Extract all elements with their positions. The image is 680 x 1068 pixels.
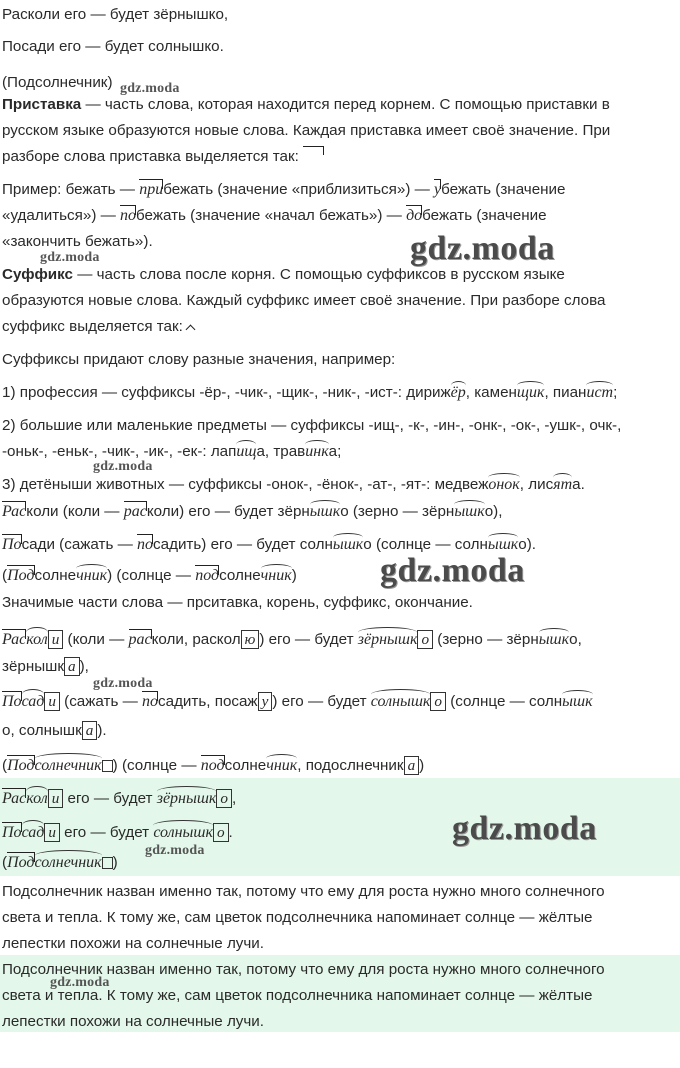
text: «удалиться») — (2, 207, 121, 224)
prefix-ras: Рас (2, 503, 27, 520)
text: (солнце — солн (446, 693, 563, 710)
text: садить) его — будет солн (153, 536, 333, 553)
ending-yu: ю (241, 630, 260, 649)
prefix-ras: рас (123, 503, 147, 520)
text: -оньк-, -еньк-, -чик-, -ик-, -ек-: лап (2, 443, 237, 460)
watermark-logo: gdz.moda (50, 975, 110, 990)
text: солне (219, 567, 261, 584)
answer-1: Подсолнечник назван именно так, потому что ему для роста нужно много солнечного (2, 883, 605, 900)
text: , пиан (544, 384, 587, 401)
full-analysis-2b (2, 718, 680, 744)
root-sad: сад (21, 824, 45, 841)
watermark-logo: gdz.moda (93, 459, 153, 474)
prefix-po: По (2, 536, 22, 553)
text: ( (2, 567, 8, 584)
ending-i: и (44, 692, 60, 711)
text: бежать (значение «приблизиться») — (163, 181, 435, 198)
suffix-chnik: чник (260, 567, 292, 584)
text: . (228, 824, 233, 841)
suffix-ysh: ышк (487, 536, 519, 553)
text: о (солнце — солн (363, 536, 488, 553)
ending-o: о (417, 630, 433, 649)
root-soln: солнышк (370, 693, 431, 710)
green-answer-2: света и тепла. К тому же, сам цветок подсолнечника напоминает солнце — жёлтые (2, 987, 593, 1004)
watermark-logo: gdz.moda (380, 552, 525, 589)
suffix-group-3 (2, 472, 680, 498)
text: ) (солнце — (112, 757, 201, 774)
suffix-chnik: чник (266, 757, 298, 774)
suffix-ysh: ышк (309, 503, 341, 520)
text: ) (112, 854, 118, 871)
watermark-logo: gdz.moda (452, 810, 597, 847)
watermark-logo: gdz.moda (40, 250, 100, 265)
prefix-ras: Рас (2, 631, 27, 648)
text: сади (сажать — (21, 536, 138, 553)
root-sad: сад (21, 693, 45, 710)
ending-u: у (258, 692, 273, 711)
suffix-shik: щик (516, 384, 545, 401)
ending-i: и (44, 823, 60, 842)
text: зёрнышк (2, 658, 64, 675)
text: о, солнышк (2, 722, 82, 739)
full-analysis-1a (2, 627, 680, 653)
ending-a: а (404, 756, 420, 775)
suffix-definition-1 (2, 262, 680, 288)
analysis-1 (2, 499, 680, 525)
prefix-pod: Под (7, 757, 35, 774)
suffix-definition-2: образуются новые слова. Каждый суффикс имеет своё значение. При разборе слова (2, 292, 606, 309)
text: коли) его — будет зёрн (146, 503, 310, 520)
text: а; (328, 443, 342, 460)
suffix-intro: Суффиксы придают слову разные значения, например: (2, 351, 396, 368)
full-analysis-3 (2, 753, 680, 779)
ending-i: и (48, 630, 64, 649)
analysis-2 (2, 532, 680, 558)
suffix-ysh: ышк (332, 536, 364, 553)
root-soln: солнышк (153, 824, 213, 841)
word-parts: Значимые части слова — прситавка, корень, суффикс, окончание. (2, 594, 473, 611)
ending-a: а (64, 657, 80, 676)
root-kol: кол (26, 790, 48, 807)
poem-line-2: Посади его — будет солнышко. (2, 38, 224, 55)
text: ), (79, 658, 89, 675)
suffix-group-2a: 2) большие или маленькие предметы — суффиксы -ищ-, -к-, -ин-, -онк-, -ок-, -ушк-, очк-, (2, 417, 622, 434)
watermark-logo: gdz.moda (120, 81, 180, 96)
prefix-pod: под (195, 567, 220, 584)
text: а. (572, 476, 585, 493)
suffix-ish: ищ (236, 443, 257, 460)
text: солне (224, 757, 267, 774)
text: ) (291, 567, 297, 584)
text: 1) профессия — суффиксы -ёр-, -чик-, -щик-, -ник-, -ист-: дириж (2, 384, 451, 401)
text: , подослнечник (297, 757, 404, 774)
text: , лис (519, 476, 554, 493)
prefix-po: по (120, 207, 137, 224)
text: о (зерно — зёрн (340, 503, 455, 520)
watermark-logo: gdz.moda (93, 676, 153, 691)
text: разборе слова приставка выделяется так: (2, 148, 299, 165)
green-analysis-1 (2, 786, 680, 812)
prefix-example-3: «закончить бежать»). (2, 233, 153, 250)
ending-o: о (213, 823, 229, 842)
prefix-example-2 (2, 203, 680, 229)
prefix-pod: Под (7, 567, 35, 584)
text: солне (34, 567, 77, 584)
full-analysis-2a (2, 689, 680, 715)
text: бежать (значение (422, 207, 547, 224)
text: ; (613, 384, 618, 401)
green-analysis-3 (2, 850, 680, 876)
text: — часть слова, которая находится перед корнем. С помощью приставки в (81, 96, 610, 113)
ending-o: о (430, 692, 446, 711)
suffix-chnik: чник (76, 567, 108, 584)
text: — часть слова после корня. С помощью суффиксов в русском языке (72, 266, 565, 283)
prefix-po: По (2, 693, 22, 710)
root-zern: зёрнышк (357, 631, 418, 648)
text: , камен (465, 384, 517, 401)
text: 3) детёныши животных — суффиксы -онок-, -ёнок-, -ат-, -ят-: медвеж (2, 476, 489, 493)
prefix-symbol-icon (303, 146, 324, 155)
empty-ending-box (102, 857, 113, 869)
text: ). (97, 722, 107, 739)
text: суффикс выделяется так: (2, 318, 183, 335)
text: (зерно — зёрн (433, 631, 539, 648)
text: (коли — (63, 631, 129, 648)
root-kol: кол (26, 631, 48, 648)
text: коли, раскол (151, 631, 241, 648)
poem-answer: (Подсолнечник) (2, 74, 113, 91)
prefix-po: по (142, 693, 159, 710)
suffix-ysh: ышк (538, 631, 570, 648)
text: о, (569, 631, 582, 648)
prefix-ras: рас (128, 631, 152, 648)
prefix-po: По (2, 824, 22, 841)
suffix-ysh: ышк (454, 503, 485, 520)
suffix-group-1 (2, 380, 680, 406)
prefix-do: до (406, 207, 423, 224)
suffix-definition-3 (2, 314, 680, 340)
prefix-definition-3 (2, 144, 680, 170)
text: его — будет (59, 824, 154, 841)
text: о). (518, 536, 536, 553)
text: ) (419, 757, 425, 774)
text: ) (солнце — (107, 567, 196, 584)
text: бежать (значение (441, 181, 566, 198)
prefix-pri: при (139, 181, 164, 198)
text: , (231, 790, 237, 807)
text: Пример: бежать — (2, 181, 140, 198)
text: о), (484, 503, 503, 520)
text: коли (коли — (26, 503, 124, 520)
text: ) его — будет (259, 631, 358, 648)
root-zern: зёрнышк (156, 790, 217, 807)
empty-ending-box (102, 760, 113, 772)
suffix-symbol-icon (185, 325, 195, 335)
term-suffix: Суффикс (2, 266, 73, 283)
suffix-ink: инк (305, 443, 329, 460)
prefix-po: по (137, 536, 154, 553)
analysis-3 (2, 563, 680, 589)
prefix-definition-1 (2, 92, 680, 118)
root-solnechnik: солнечник (34, 854, 102, 871)
answer-3: лепестки похожи на солнечные лучи. (2, 935, 265, 952)
root-solnechnik: солнечник (34, 757, 102, 774)
suffix-ist: ист (586, 384, 614, 401)
green-answer-3: лепестки похожи на солнечные лучи. (2, 1013, 265, 1030)
text: садить, посаж (158, 693, 258, 710)
text: бежать (значение «начал бежать») — (136, 207, 407, 224)
ending-i: и (48, 789, 64, 808)
poem-line-1: Расколи его — будет зёрнышко, (2, 6, 229, 23)
watermark-logo: gdz.moda (145, 843, 205, 858)
suffix-onok: онок (488, 476, 520, 493)
prefix-u: у (434, 181, 442, 198)
prefix-pod: Под (7, 854, 35, 871)
answer-2: света и тепла. К тому же, сам цветок подсолнечника напоминает солнце — жёлтые (2, 909, 593, 926)
text: ) его — будет (272, 693, 371, 710)
green-answer-1: Подсолнечник назван именно так, потому что ему для роста нужно много солнечного (2, 961, 605, 978)
suffix-er: ёр (450, 384, 466, 401)
text: ( (2, 757, 8, 774)
suffix-ysh: ышк (562, 693, 593, 710)
suffix-yat: ят (553, 476, 573, 493)
watermark-logo: gdz.moda (410, 230, 555, 267)
prefix-pod: под (200, 757, 225, 774)
prefix-definition-2: русском языке образуются новые слова. Каждая приставка имеет своё значение. При (2, 122, 611, 139)
term-prefix: Приставка (2, 96, 82, 113)
text: ( (2, 854, 8, 871)
text: его — будет (63, 790, 157, 807)
ending-a: а (82, 721, 98, 740)
prefix-ras: Рас (2, 790, 27, 807)
ending-o: о (216, 789, 232, 808)
text: (сажать — (59, 693, 143, 710)
prefix-example-1 (2, 177, 680, 203)
text: а, трав (256, 443, 306, 460)
